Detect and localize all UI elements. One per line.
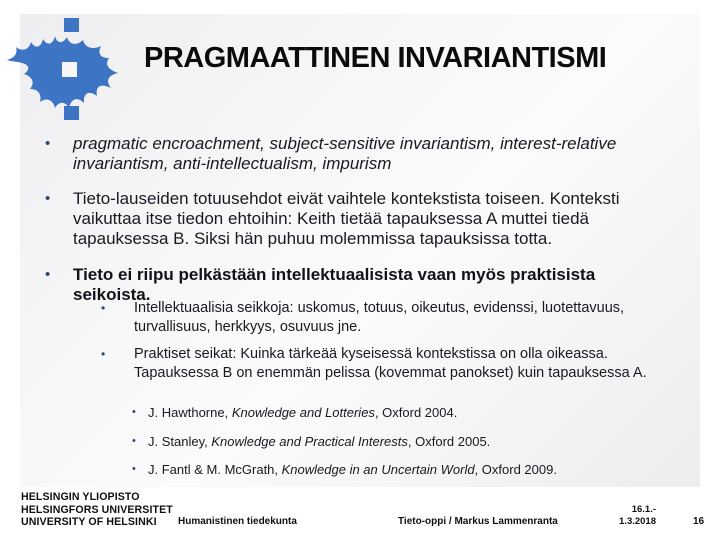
university-name-fi: HELSINGIN YLIOPISTO	[21, 491, 140, 503]
reference-book-title: Knowledge in an Uncertain World	[281, 462, 475, 477]
reference-text	[148, 461, 557, 478]
reference-publisher: , Oxford 2004.	[374, 405, 458, 420]
slide-page-number: 16	[693, 516, 705, 527]
bullet-text: Praktiset seikat: Kuinka tärkeää kyseisessä kontekstissa on olla oikeassa. Tapauksessa B on enemmän pelissa (kovemmat panokset) kuin tapauksessa A.	[134, 346, 647, 381]
footer-date	[619, 504, 656, 527]
reference-stanley	[130, 433, 690, 450]
bullet-marker: •	[132, 435, 136, 447]
bullet-marker: •	[132, 463, 136, 475]
reference-book-title: Knowledge and Lotteries	[231, 405, 375, 420]
reference-authors: J. Hawthorne,	[148, 405, 232, 420]
bullet-marker: •	[101, 347, 106, 361]
reference-authors: J. Fantl & M. McGrath,	[148, 462, 282, 477]
university-name-en: UNIVERSITY OF HELSINKI	[21, 516, 157, 529]
bullet-marker: •	[45, 266, 51, 283]
slide-footer	[0, 487, 720, 540]
reference-publisher: , Oxford 2009.	[474, 462, 557, 477]
footer-faculty: Humanistinen tiedekunta	[178, 516, 297, 527]
sub-bullet-intellectual	[95, 299, 695, 337]
university-logo	[4, 16, 124, 122]
reference-text	[148, 433, 490, 450]
slide-title: PRAGMAATTINEN INVARIANTISMI	[144, 42, 607, 74]
reference-fantl-mcgrath	[130, 461, 690, 478]
bullet-marker: •	[132, 406, 136, 418]
reference-publisher: , Oxford 2005.	[407, 434, 491, 449]
reference-text	[148, 404, 457, 421]
university-name-block	[21, 491, 173, 529]
bullet-text: Intellektuaalisia seikkoja: uskomus, totuus, oikeutus, evidenssi, luotettavuus, turvallisuus, herkkyys, osuvuus jne.	[134, 300, 625, 335]
footer-date-line1: 16.1.-	[631, 504, 656, 515]
university-name-sv: HELSINGFORS UNIVERSITET	[21, 503, 173, 516]
footer-course: Tieto-oppi / Markus Lammenranta	[398, 516, 558, 527]
reference-book-title: Knowledge and Practical Interests	[211, 434, 408, 449]
bullet-text: pragmatic encroachment, subject-sensitive invariantism, interest-relative invariantism, anti-intellectualism, impurism	[73, 134, 617, 173]
bullet-text: Tieto ei riipu pelkästään intellektuaalisista vaan myös praktisista seikoista.	[73, 265, 596, 304]
bullet-marker: •	[101, 301, 106, 315]
flame-logo-icon	[4, 16, 124, 122]
reference-hawthorne	[130, 404, 690, 421]
reference-authors: J. Stanley,	[148, 434, 212, 449]
bullet-text: Tieto-lauseiden totuusehdot eivät vaihtele kontekstista toiseen. Konteksti vaikuttaa itse tiedon ehtoihin: Keith tietää tapauksessa A muttei tiedä tapauksessa B. Siksi hän puhuu molemmissa tapauksissa totta.	[73, 189, 620, 248]
bullet-marker: •	[45, 190, 51, 207]
sub-bullet-practical	[95, 345, 695, 383]
bullet-keywords	[40, 134, 672, 174]
footer-date-line2: 1.3.2018	[619, 515, 656, 527]
bullet-marker: •	[45, 135, 51, 152]
bullet-truth-conditions	[40, 189, 672, 249]
